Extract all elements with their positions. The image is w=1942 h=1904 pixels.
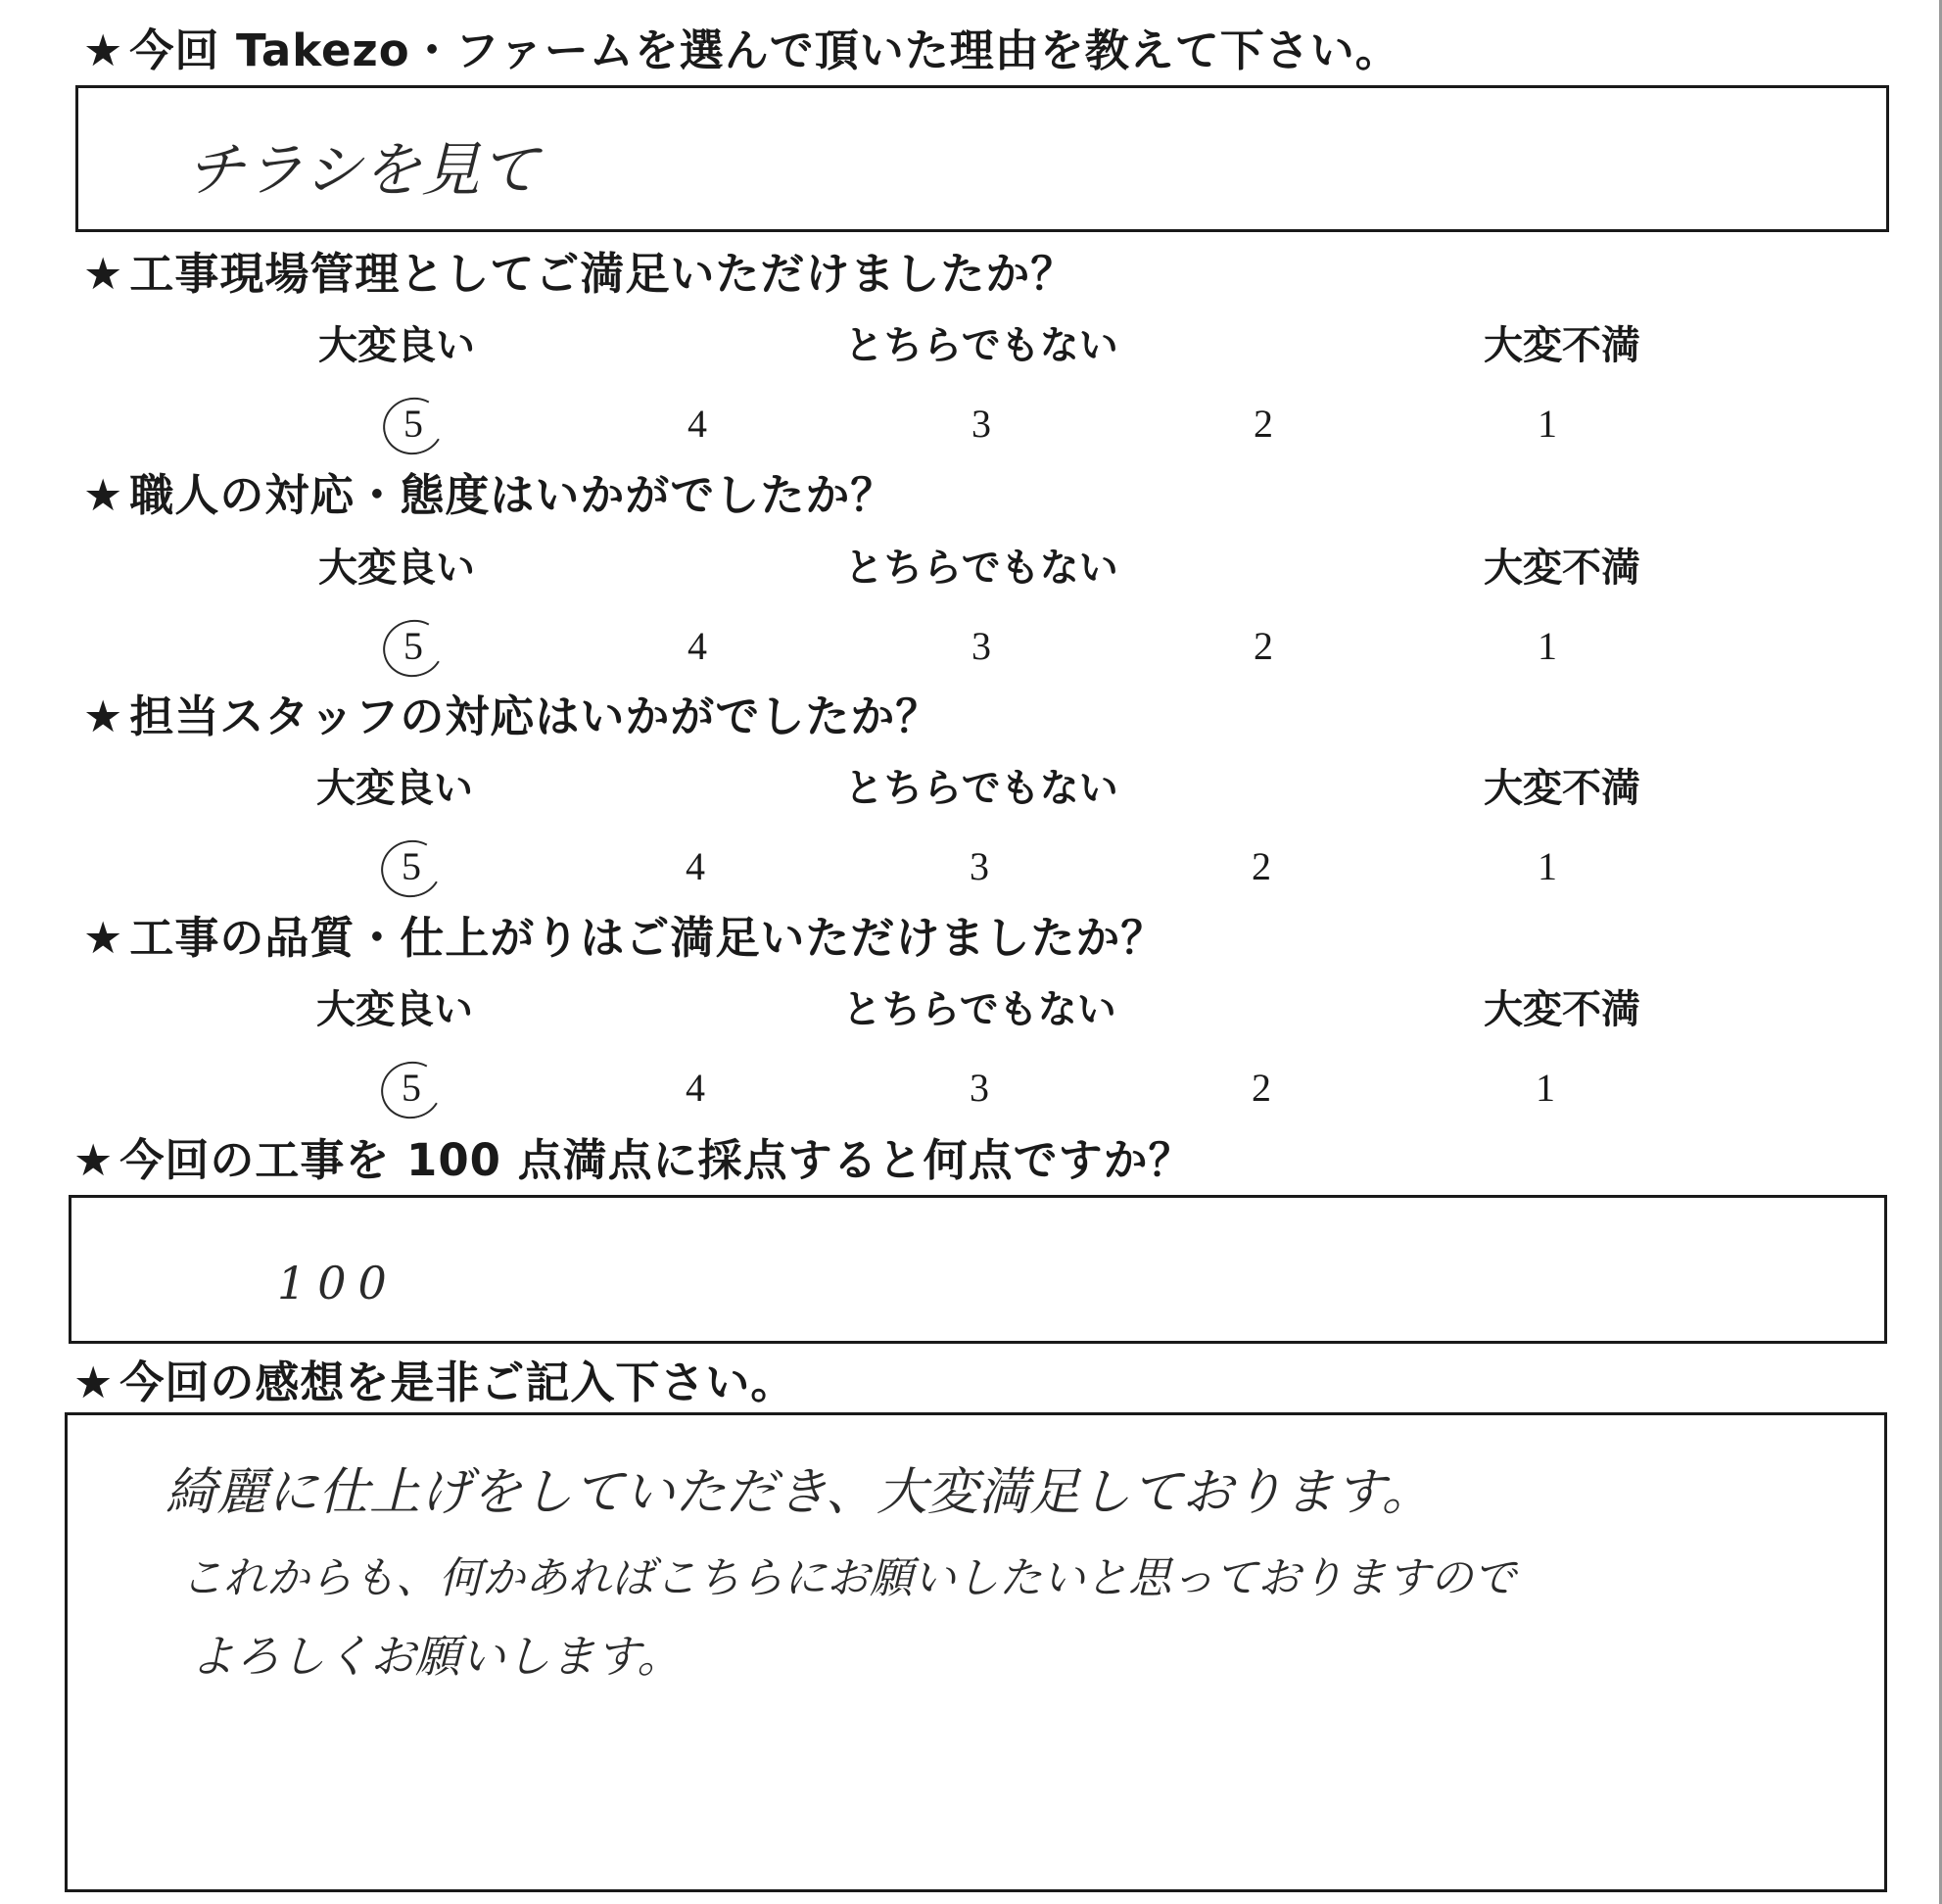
label-neutral: とちらでもない bbox=[844, 766, 1118, 811]
question-reason-text: 今回 Takezo・ファームを選んで頂いた理由を教えて下さい。 bbox=[129, 24, 1400, 76]
star-icon: ★ bbox=[83, 469, 124, 521]
rating-option-3[interactable]: 3 bbox=[970, 1066, 989, 1110]
rating-option-2[interactable]: 2 bbox=[1254, 624, 1273, 668]
rating-option-3[interactable]: 3 bbox=[971, 624, 991, 668]
question-score bbox=[73, 1131, 1194, 1190]
rating-option-1[interactable]: 1 bbox=[1538, 402, 1557, 446]
rating-option-5[interactable]: 5 bbox=[402, 1066, 421, 1110]
question-work-quality-text: 工事の品質・仕上がりはご満足いただけましたか？ bbox=[129, 912, 1166, 964]
rating-option-1[interactable]: 1 bbox=[1538, 844, 1557, 888]
score-answer-text: 100 bbox=[277, 1257, 399, 1309]
question-site-management-text: 工事現場管理としてご満足いただけましたか？ bbox=[129, 248, 1076, 300]
rating-option-2[interactable]: 2 bbox=[1254, 402, 1273, 446]
question-staff-response-text: 担当スタッフの対応はいかがでしたか？ bbox=[129, 690, 941, 742]
rating-option-3[interactable]: 3 bbox=[971, 402, 991, 446]
rating-option-4[interactable]: 4 bbox=[686, 844, 705, 888]
label-very-good: 大変良い bbox=[318, 323, 475, 368]
rating-option-4[interactable]: 4 bbox=[686, 1066, 705, 1110]
rating-option-5[interactable]: 5 bbox=[403, 624, 423, 668]
question-craftsman-attitude bbox=[83, 466, 895, 525]
rating-option-5[interactable]: 5 bbox=[402, 844, 421, 888]
comments-answer-box[interactable] bbox=[65, 1412, 1887, 1892]
star-icon: ★ bbox=[73, 1134, 115, 1186]
rating-option-1[interactable]: 1 bbox=[1538, 624, 1557, 668]
label-very-bad: 大変不満 bbox=[1484, 323, 1640, 368]
comment-line-2: これからも、何かあればこちらにお願いしたいと思っておりますので bbox=[180, 1553, 1516, 1603]
question-staff-response bbox=[83, 688, 940, 746]
star-icon: ★ bbox=[83, 248, 124, 300]
question-craftsman-attitude-text: 職人の対応・態度はいかがでしたか？ bbox=[129, 469, 896, 521]
reason-answer-box[interactable] bbox=[75, 85, 1889, 232]
rating-option-1[interactable]: 1 bbox=[1536, 1066, 1555, 1110]
selected-rating-circle bbox=[375, 833, 449, 904]
label-very-bad: 大変不満 bbox=[1484, 987, 1640, 1032]
label-very-bad: 大変不満 bbox=[1484, 766, 1640, 811]
rating-option-4[interactable]: 4 bbox=[687, 624, 707, 668]
label-neutral: とちらでもない bbox=[844, 546, 1118, 591]
rating-option-4[interactable]: 4 bbox=[687, 402, 707, 446]
label-very-bad: 大変不満 bbox=[1484, 546, 1640, 591]
star-icon: ★ bbox=[83, 912, 124, 964]
label-very-good: 大変良い bbox=[316, 987, 473, 1032]
label-very-good: 大変良い bbox=[316, 766, 473, 811]
star-icon: ★ bbox=[83, 690, 124, 742]
score-answer-box[interactable] bbox=[69, 1195, 1887, 1344]
rating-option-5[interactable]: 5 bbox=[403, 402, 423, 446]
rating-option-3[interactable]: 3 bbox=[970, 844, 989, 888]
question-work-quality bbox=[83, 909, 1165, 968]
label-neutral: とちらでもない bbox=[842, 987, 1116, 1032]
star-icon: ★ bbox=[73, 1357, 115, 1408]
rating-option-2[interactable]: 2 bbox=[1252, 1066, 1271, 1110]
selected-rating-circle bbox=[377, 613, 450, 684]
rating-option-2[interactable]: 2 bbox=[1252, 844, 1271, 888]
label-neutral: とちらでもない bbox=[844, 323, 1118, 368]
selected-rating-circle bbox=[377, 391, 450, 461]
label-very-good: 大変良い bbox=[318, 546, 475, 591]
comment-line-3: よろしくお願いします。 bbox=[190, 1630, 683, 1683]
question-score-text: 今回の工事を 100 点満点に採点すると何点ですか？ bbox=[119, 1134, 1194, 1186]
question-comments-text: 今回の感想を是非ご記入下さい。 bbox=[119, 1357, 796, 1408]
reason-answer-text: チラシを見て bbox=[186, 136, 539, 205]
question-comments bbox=[73, 1354, 795, 1412]
question-site-management bbox=[83, 245, 1075, 304]
star-icon: ★ bbox=[83, 24, 124, 76]
comment-line-1: 綺麗に仕上げをしていただき、大変満足しております。 bbox=[166, 1463, 1433, 1522]
selected-rating-circle bbox=[375, 1055, 449, 1125]
question-reason bbox=[83, 22, 1400, 80]
